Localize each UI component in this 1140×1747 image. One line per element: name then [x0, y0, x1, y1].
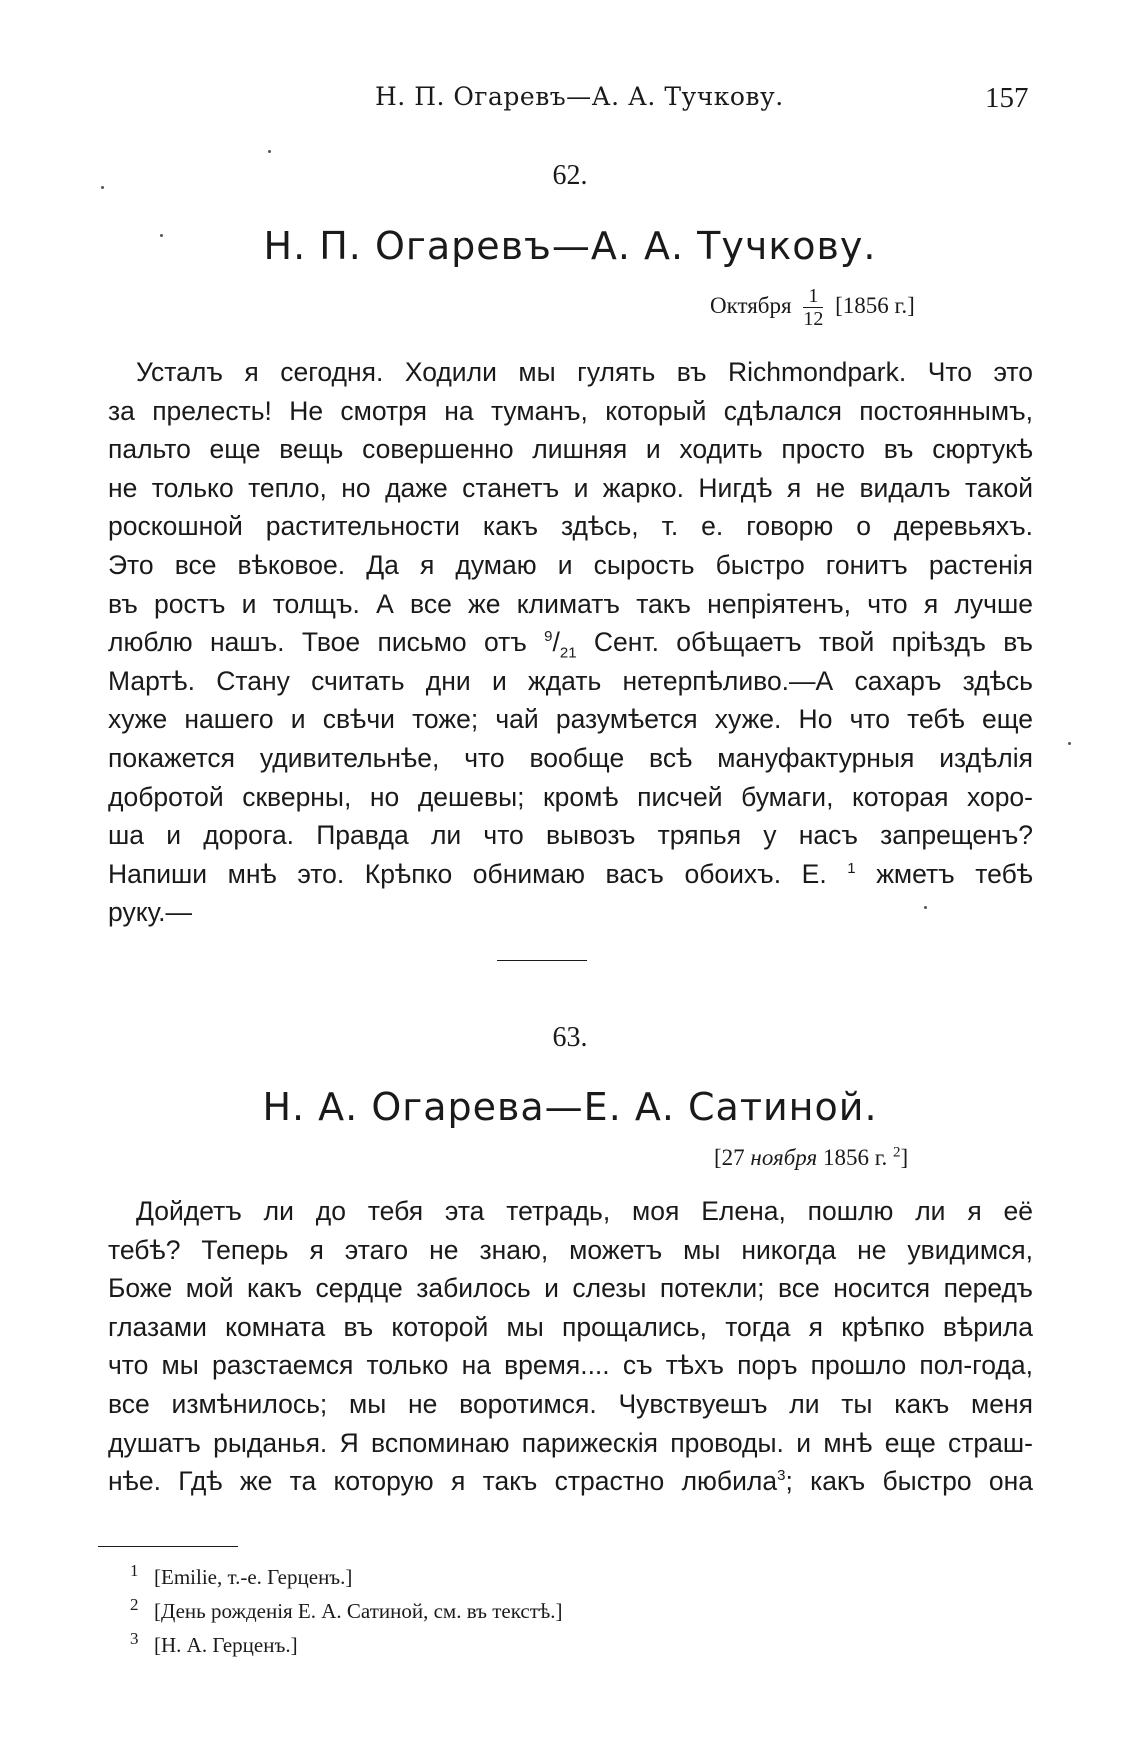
body-line	[108, 1462, 1033, 1501]
date-fraction-denominator: 12	[803, 308, 824, 330]
body-line: ша и дорога. Правда ли что вывозъ тряпья у насъ запрещенъ?	[108, 820, 1033, 851]
body-line: глазами комната въ которой мы прощались, тогда я крѣпко вѣрила	[108, 1311, 1033, 1342]
body-line: Это все вѣковое. Да я думаю и сырость быстро гонитъ растенія	[108, 549, 1033, 580]
letter-62-date-month: Октября	[710, 292, 792, 318]
letter-62-date-year: [1856 г.]	[835, 292, 915, 318]
running-head	[0, 82, 1140, 122]
letter-62-body	[108, 353, 1033, 932]
date-superscript: 9	[544, 628, 553, 646]
page-number: 157	[985, 82, 1029, 114]
scan-speck	[101, 186, 104, 189]
letter-63-date-month: ноября	[750, 1145, 818, 1170]
footnotes	[130, 1560, 563, 1662]
scan-speck	[268, 150, 271, 153]
body-line: не только тепло, но даже станетъ и жарко. Нигдѣ я не видалъ такой	[108, 472, 1033, 503]
footnote-ref: 3	[777, 1467, 786, 1485]
footnote-text: [Emilie, т.-е. Герценъ.]	[154, 1565, 353, 1589]
body-line: за прелесть! Не смотря на туманъ, который сдѣлался постояннымъ,	[108, 395, 1033, 426]
body-line-text: жметъ тебѣ	[855, 858, 1033, 889]
body-line: все измѣнилось; мы не воротимся. Чувствуешъ ли ты какъ меня	[108, 1388, 1033, 1419]
date-fraction-numerator: 1	[803, 286, 823, 308]
body-line-text: Сент. обѣщаетъ твой пріѣздъ въ	[576, 627, 1033, 658]
body-line: въ ростъ и толщъ. А все же климатъ такъ непріятенъ, что я лучше	[108, 588, 1033, 619]
body-line: что мы разстаемся только на время.... съ тѣхъ поръ прошло пол-года,	[108, 1350, 1033, 1381]
body-line: Боже мой какъ сердце забилось и слезы потекли; все носится передъ	[108, 1273, 1033, 1304]
letter-63-date	[714, 1145, 908, 1171]
footnote-rule	[98, 1546, 238, 1547]
body-line: люблю нашъ. Твое письмо отъ $^9/_{21}$ Сент. обѣщаетъ твой пріѣздъ въ	[108, 627, 1033, 662]
body-line: руку.—	[108, 897, 193, 928]
letter-63-date-year: 1856 г.	[817, 1145, 894, 1170]
footnote-ref: 2	[893, 1144, 901, 1161]
letter-63-date-open: [27	[714, 1145, 751, 1170]
body-line: душатъ рыданья. Я вспоминаю парижескія проводы. и мнѣ еще страш-	[108, 1427, 1033, 1458]
footnote-text: [Н. А. Герценъ.]	[154, 1633, 298, 1657]
footnote: 1 [Emilie, т.-е. Герценъ.]	[130, 1561, 353, 1589]
letter-62-number: 62.	[552, 160, 588, 191]
body-line-text: нѣе. Гдѣ же та которую я такъ страстно любила	[108, 1466, 778, 1497]
letter-63-body	[108, 1192, 1033, 1501]
footnote-text: [День рожденія Е. А. Сатиной, см. въ текстѣ.]	[154, 1599, 563, 1623]
letter-63-title: Н. А. Огарева—Е. А. Сатиной.	[262, 1085, 878, 1129]
body-line: роскошной растительности какъ здѣсь, т. е. говорю о деревьяхъ.	[108, 511, 1033, 542]
letter-62-date	[710, 286, 915, 329]
footnote-ref: 1	[847, 859, 856, 877]
footnote: 3 [Н. А. Герценъ.]	[130, 1629, 298, 1657]
letter-62-date-fraction	[803, 286, 823, 329]
date-subscript: 21	[559, 644, 577, 662]
running-head-title: Н. П. Огаревъ—А. А. Тучкову.	[375, 82, 784, 111]
body-line: Усталъ я сегодня. Ходили мы гулять въ Richmondpark. Что это	[136, 357, 1033, 387]
scan-speck	[160, 234, 163, 237]
letter-63-date-close: ]	[900, 1145, 909, 1170]
scan-speck	[1068, 742, 1071, 745]
body-line-text: ; какъ быстро она	[785, 1466, 1033, 1497]
body-line	[108, 855, 1033, 894]
body-line: Мартѣ. Стану считать дни и ждать нетерпѣливо.—А сахаръ здѣсь	[108, 665, 1033, 696]
footnote: 2 [День рожденія Е. А. Сатиной, см. въ текстѣ.]	[130, 1595, 563, 1623]
body-line: хуже нашего и свѣчи тоже; чай разумѣется хуже. Но что тебѣ еще	[108, 704, 1033, 735]
body-line: Дойдетъ ли до тебя эта тетрадь, моя Елена, пошлю ли я её	[136, 1196, 1033, 1226]
letter-62-title: Н. П. Огаревъ—А. А. Тучкову.	[263, 224, 877, 268]
section-separator	[497, 960, 587, 961]
body-line: пальто еще вещь совершенно лишняя и ходить просто въ сюртукѣ	[108, 434, 1033, 465]
scan-speck	[924, 906, 927, 909]
letter-63-number: 63.	[552, 1022, 588, 1053]
body-line: покажется удивительнѣе, что вообще всѣ мануфактурныя издѣлія	[108, 742, 1033, 773]
body-line: тебѣ? Теперь я этаго не знаю, можетъ мы никогда не увидимся,	[108, 1234, 1033, 1265]
body-line-text: Напиши мнѣ это. Крѣпко обнимаю васъ обоихъ. Е.	[108, 858, 848, 889]
body-line: добротой скверны, но дешевы; кромѣ писчей бумаги, которая хоро-	[108, 781, 1033, 812]
body-line-text: люблю нашъ. Твое письмо отъ	[108, 627, 545, 658]
